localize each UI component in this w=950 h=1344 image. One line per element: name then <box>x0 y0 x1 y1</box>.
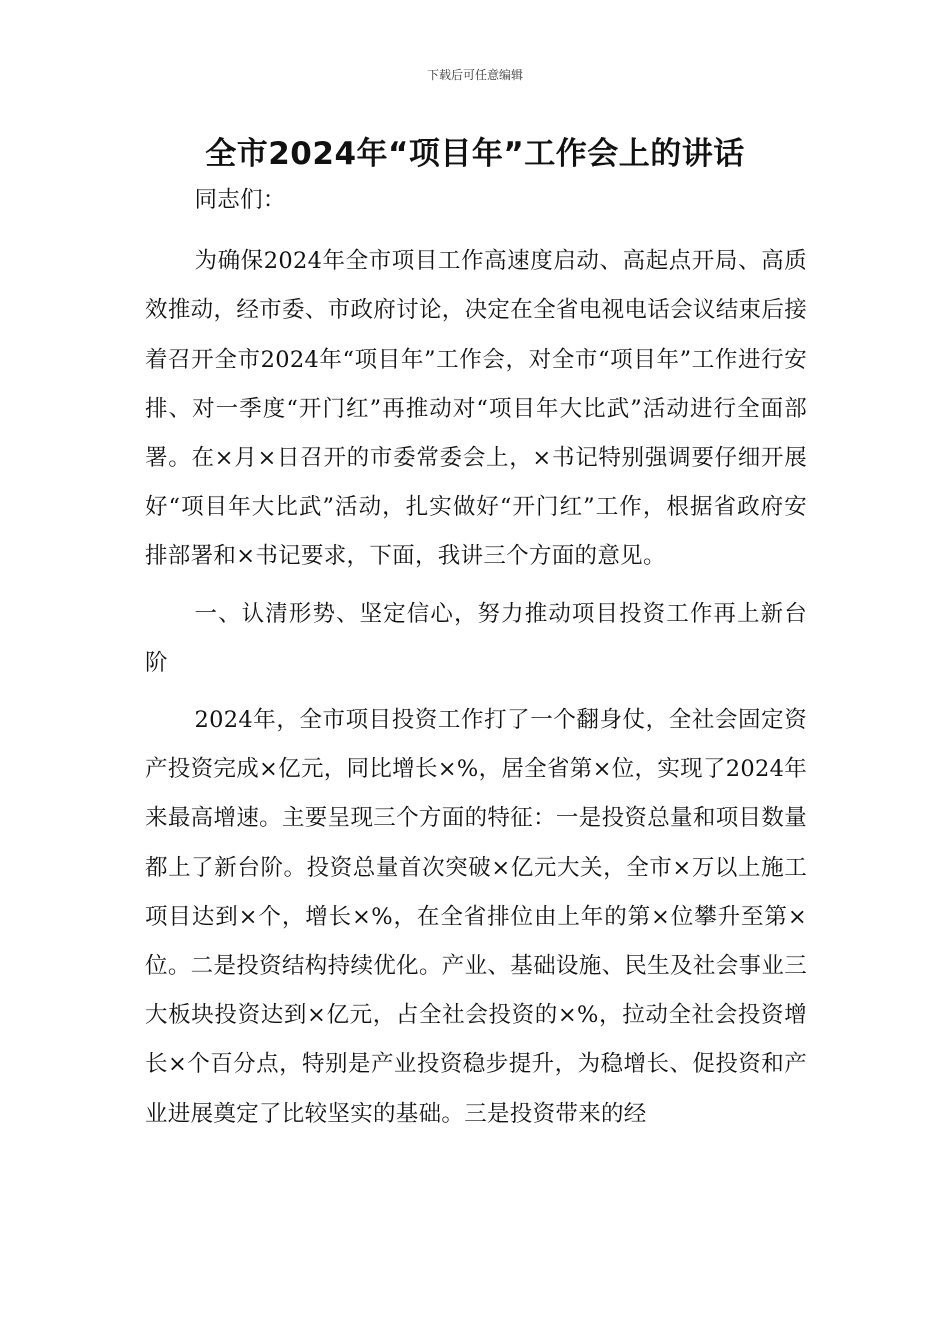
paragraph-intro: 为确保2024年全市项目工作高速度启动、高起点开局、高质效推动，经市委、市政府讨论，决定在全省电视电话会议结束后接着召开全市2024年“项目年”工作会，对全市“项目年”工作进行安排、对一季度“开门红”再推动对“项目年大比武”活动进行全面部署。在×月×日召开的市委常委会上，×书记特别强调要仔细开展好“项目年大比武”活动，扎实做好“开门红”工作，根据省政府安排部署和×书记要求，下面，我讲三个方面的意见。 <box>145 248 807 570</box>
document-title: 全市2024年“项目年”工作会上的讲话 <box>205 136 745 172</box>
document-body <box>145 176 807 1139</box>
section-heading-1: 一、认清形势、坚定信心，努力推动项目投资工作再上新台阶 <box>145 600 807 676</box>
paragraph-investment: 2024年，全市项目投资工作打了一个翻身仗，全社会固定资产投资完成×亿元，同比增长×%，居全省第×位，实现了2024年来最高增速。主要呈现三个方面的特征：一是投资总量和项目数量都上了新台阶。投资总量首次突破×亿元大关，全市×万以上施工项目达到×个，增长×%，在全省排位由上年的第×位攀升至第×位。二是投资结构持续优化。产业、基础设施、民生及社会事业三大板块投资达到×亿元，占全社会投资的×%，拉动全社会投资增长×个百分点，特别是产业投资稳步提升，为稳增长、促投资和产业进展奠定了比较坚实的基础。三是投资带来的经 <box>145 707 807 1127</box>
download-note: 下载后可任意编辑 <box>426 68 523 82</box>
salutation: 同志们： <box>194 187 286 213</box>
